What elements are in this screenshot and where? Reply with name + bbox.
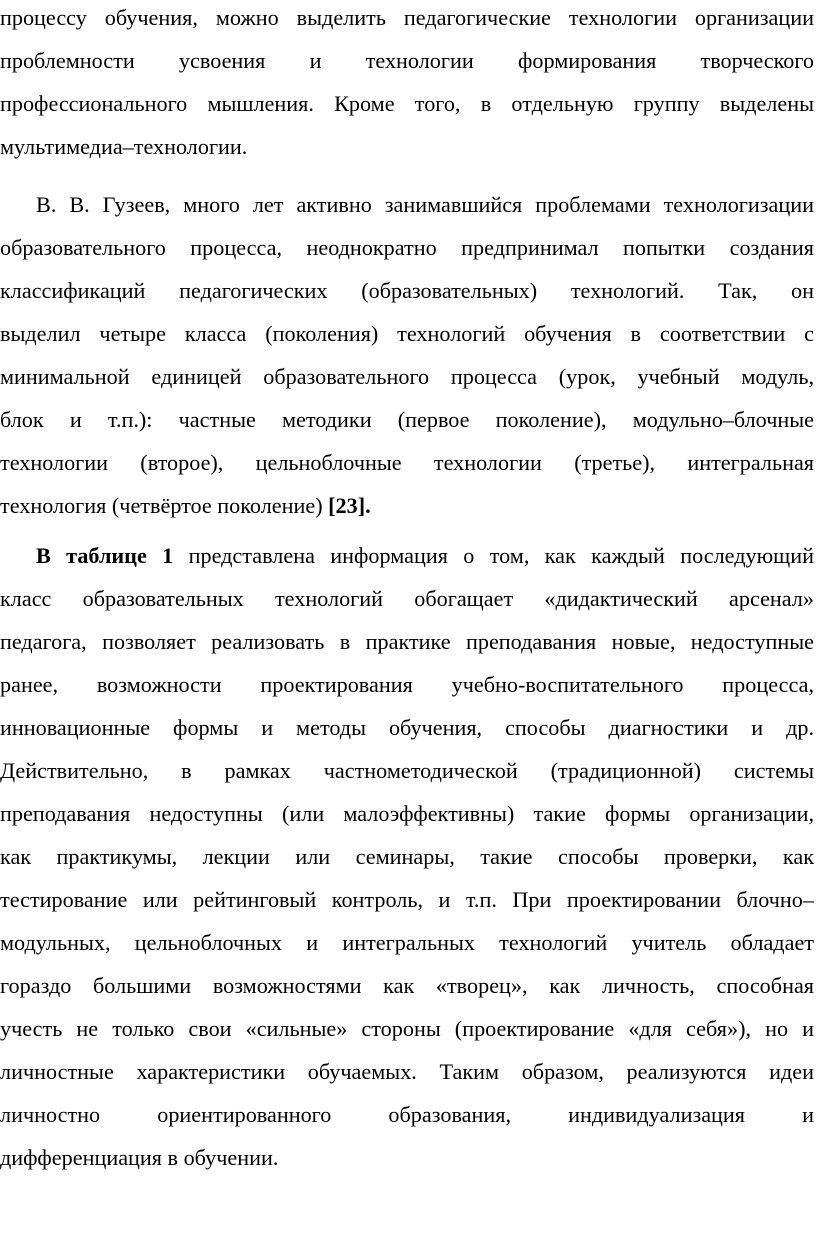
text-line: выделил четыре класса (поколения) технологий обучения в соответствии с [0,321,814,346]
text-line: мультимедиа–технологии. [0,134,248,159]
paragraph-2 [0,183,814,527]
text-line: образовательного процесса, неоднократно предпринимал попытки создания [0,235,814,260]
text-line: процессу обучения, можно выделить педагогические технологии организации [0,5,814,30]
text-line [0,484,814,527]
text-line: инновационные формы и методы обучения, способы диагностики и др. [0,715,814,740]
table-reference: В таблице 1 [36,543,174,568]
text-line: технологии (второе), цельноблочные технологии (третье), интегральная [0,450,814,475]
paragraph-3 [0,534,814,1179]
text-line: модульных, цельноблочных и интегральных технологий учитель обладает [0,930,814,955]
text-line: проблемности усвоения и технологии формирования творческого [0,48,814,73]
text-line: как практикумы, лекции или семинары, такие способы проверки, как [0,844,814,869]
text-line: ранее, возможности проектирования учебно-воспитательного процесса, [0,672,814,697]
text-line: В. В. Гузеев, много лет активно занимавшийся проблемами технологизации [36,192,814,217]
text-span: представлена информация о том, как каждый последующий [173,543,814,568]
text-line: класс образовательных технологий обогащает «дидактический арсенал» [0,586,814,611]
citation-reference: [23]. [328,493,371,518]
text-line: блок и т.п.): частные методики (первое поколение), модульно–блочные [0,407,814,432]
text-line: преподавания недоступны (или малоэффективны) такие формы организации, [0,801,814,826]
text-span: технология (четвёртое поколение) [0,493,329,518]
text-line: тестирование или рейтинговый контроль, и т.п. При проектировании блочно– [0,887,814,912]
text-line: учесть не только свои «сильные» стороны (проектирование «для себя»), но и [0,1016,814,1041]
text-line: профессионального мышления. Кроме того, в отдельную группу выделены [0,91,814,116]
text-line: личностно ориентированного образования, индивидуализация и [0,1102,814,1127]
text-line [0,534,814,577]
text-line: Действительно, в рамках частнометодической (традиционной) системы [0,758,814,783]
text-line: педагога, позволяет реализовать в практике преподавания новые, недоступные [0,629,814,654]
text-line: минимальной единицей образовательного процесса (урок, учебный модуль, [0,364,814,389]
text-line: гораздо большими возможностями как «творец», как личность, способная [0,973,814,998]
text-line: классификаций педагогических (образовательных) технологий. Так, он [0,278,814,303]
paragraph-1 [0,0,814,168]
text-line: личностные характеристики обучаемых. Таким образом, реализуются идеи [0,1059,814,1084]
text-line: дифференциация в обучении. [0,1145,279,1170]
